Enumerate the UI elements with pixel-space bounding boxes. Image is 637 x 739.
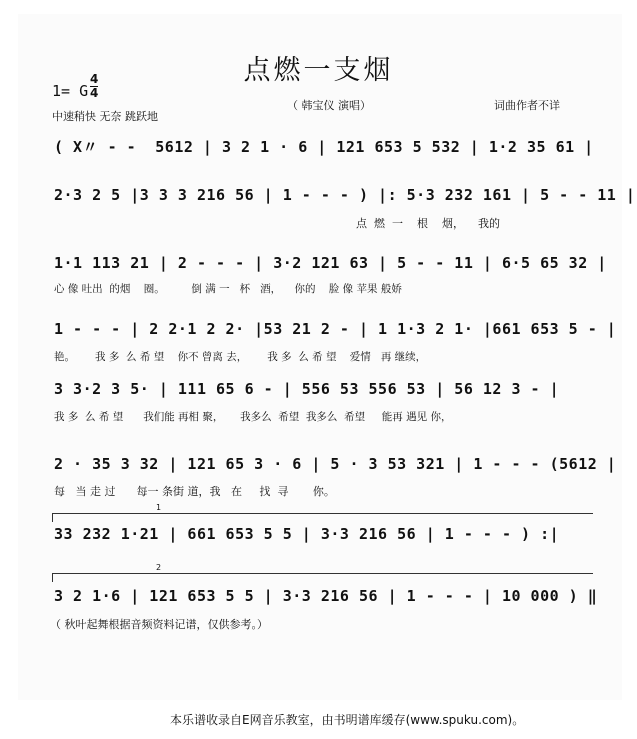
- singer-credit: （ 韩宝仪 演唱）: [287, 99, 371, 112]
- staff-row-5: 3 3·2 3 5· | 111 65 6 - | 556 53 556 53 | 56 12 3 - |: [54, 380, 560, 398]
- lyrics-row-5: 我 多 么 希 望 我们能 再相 聚， 我多么 希望 我多么 希望 能再 遇见 你，: [54, 411, 452, 423]
- meter-top: 4: [90, 72, 99, 86]
- first-ending-bracket: [52, 513, 593, 522]
- song-title: 点燃一支烟: [243, 55, 394, 86]
- lyrics-row-6: 每 当 走 过 每一 条街 道，我 在 找 寻 你。: [54, 485, 335, 498]
- staff-row-3: 1·1 113 21 | 2 - - - | 3·2 121 63 | 5 - - 11 | 6·5 65 32 |: [54, 254, 607, 272]
- time-signature: [90, 73, 98, 100]
- staff-row-2: 2·3 2 5 |3 3 3 216 56 | 1 - - - ) |: 5·3 232 161 | 5 - - 11 |: [54, 186, 636, 204]
- staff-row-8: 3 2 1·6 | 121 653 5 5 | 3·3 216 56 | 1 - - - | 10 000 ) ‖: [54, 587, 598, 605]
- meter-bottom: 4: [90, 86, 99, 100]
- second-ending-number: 2: [156, 563, 162, 572]
- staff-row-1: ( X〃 - - 5612 | 3 2 1 · 6 | 121 653 5 532 | 1·2 35 61 |: [54, 138, 594, 156]
- lyrics-row-2: 点 燃 一 根 烟， 我的: [356, 217, 500, 230]
- key-signature: 1= G: [52, 82, 89, 100]
- staff-row-7: 33 232 1·21 | 661 653 5 5 | 3·3 216 56 | 1 - - - ) :|: [54, 525, 560, 543]
- lyrics-row-4: 艳。 我 多 么 希 望 你不 曾离 去， 我 多 么 希 望 爱情 再 继续，: [54, 351, 427, 363]
- first-ending-number: 1: [156, 503, 162, 512]
- staff-row-6: 2 · 35 3 32 | 121 65 3 · 6 | 5 · 3 53 321 | 1 - - - (5612 |: [54, 455, 617, 473]
- second-ending-bracket: [52, 573, 593, 582]
- composer-credit: 词曲作者不详: [494, 99, 560, 112]
- tempo-marking: 中速稍快 无奈 跳跃地: [52, 110, 158, 123]
- lyrics-row-3: 心 像 吐出 的烟 圈。 倒 满 一 杯 酒， 你的 脸 像 苹果 般娇: [54, 283, 402, 295]
- staff-row-4: 1 - - - | 2 2·1 2 2· |53 21 2 - | 1 1·3 2 1· |661 653 5 - |: [54, 320, 617, 338]
- source-footer: 本乐谱收录自E网音乐教室，由书明谱库缓存(www.spuku.com)。: [170, 713, 525, 727]
- transcription-note: （ 秋叶起舞根据音频资料记谱，仅供参考。）: [50, 618, 268, 631]
